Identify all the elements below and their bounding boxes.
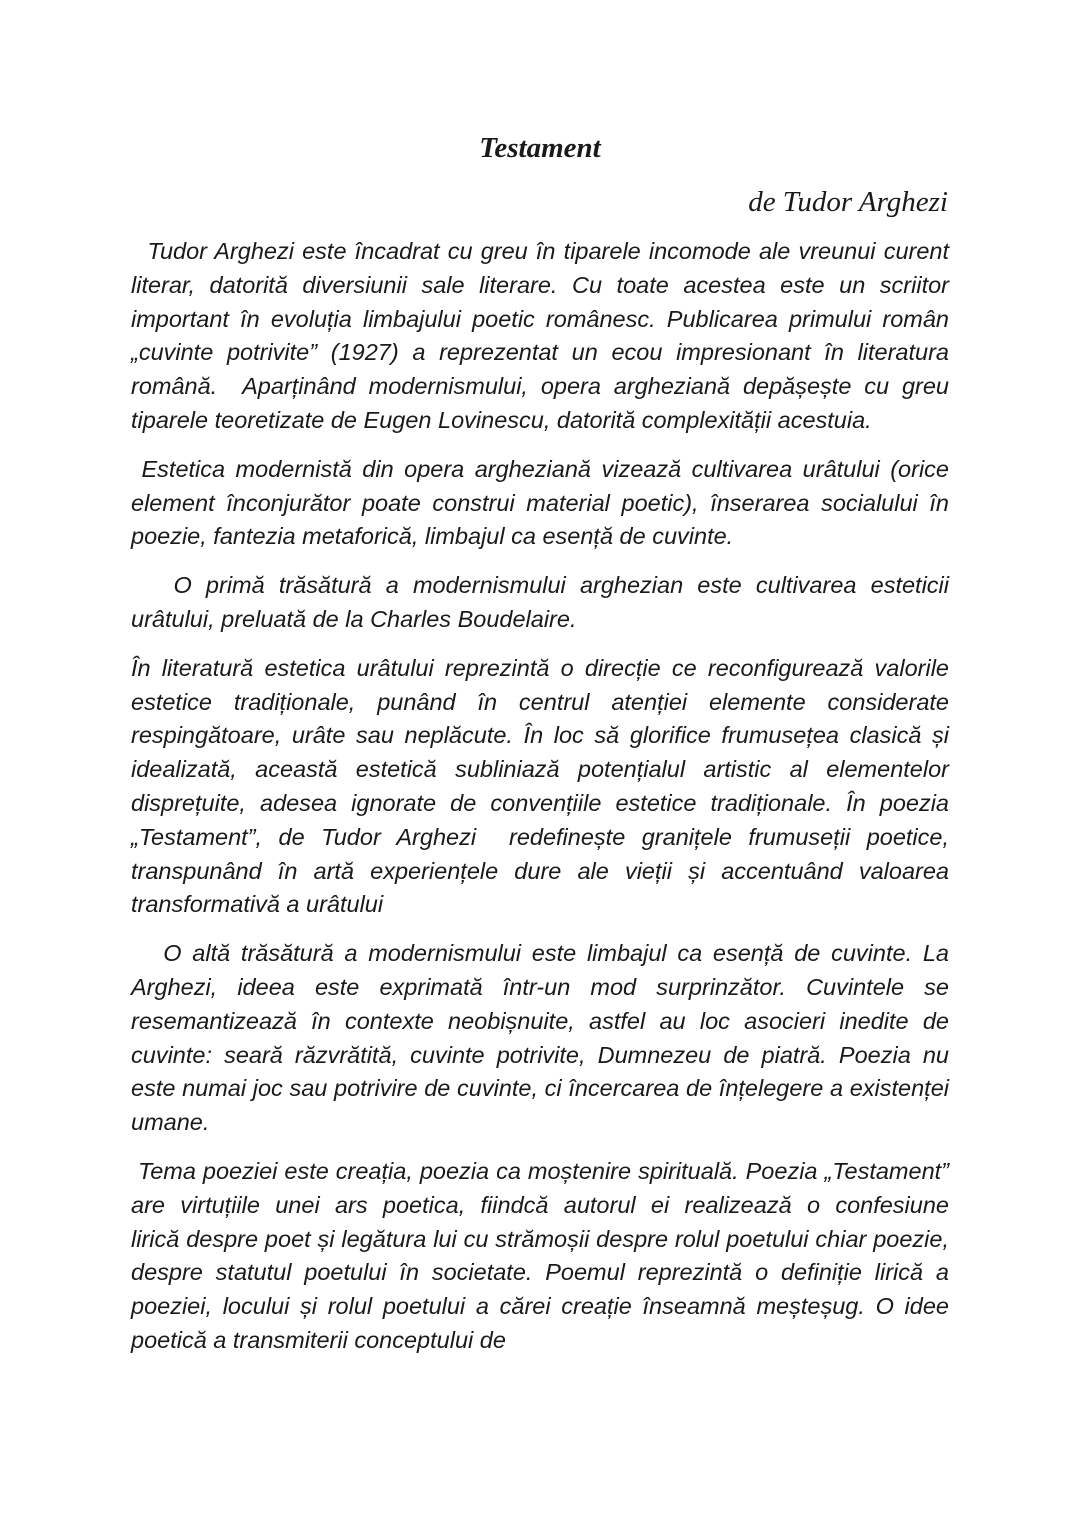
paragraph: O altă trăsătură a modernismului este limbajul ca esență de cuvinte. La Arghezi, ideea este exprimată într-un mod surprinzător. Cuvintele se resemantizează în contexte neobișnuite, astfel au loc asocieri inedite de cuvinte: seară răzvrătită, cuvinte potrivite, Dumnezeu de piatră. Poezia nu este numai joc sau potrivire de cuvinte, ci încercarea de înțelegere a existenței umane.: [131, 940, 956, 1136]
document-author: de Tudor Arghezi: [748, 186, 948, 218]
paragraph: O primă trăsătură a modernismului arghezian este cultivarea esteticii urâtului, preluată de la Charles Boudelaire.: [131, 572, 956, 632]
paragraph: Estetica modernistă din opera argheziană vizează cultivarea urâtului (orice element înconjurător poate construi material poetic), înserarea socialului în poezie, fantezia metaforică, limbajul ca esență de cuvinte.: [131, 455, 956, 550]
document-body: [131, 235, 1015, 1373]
paragraph: Tudor Arghezi este încadrat cu greu în tiparele incomode ale vreunui curent literar, datorită diversiunii sale literare. Cu toate acestea este un scriitor important în evoluția limbajului poetic românesc. Publicarea primului român „cuvinte potrivite” (1927) a reprezentat un ecou impresionant în literatura română. Aparținând modernismului, opera argheziană depășește cu greu tiparele teoretizate de Eugen Lovinescu, datorită complexității acestuia.: [131, 238, 956, 433]
document-title: Testament: [479, 132, 601, 164]
paragraph: Tema poeziei este creația, poezia ca moștenire spirituală. Poezia „Testament” are virtuțiile unei ars poetica, fiindcă autorul ei realizează o confesiune lirică despre poet și legătura lui cu strămoșii despre rolul poetului chiar poezie, despre statutul poetului în societate. Poemul reprezintă o definiție lirică a poeziei, locului și rolul poetului a cărei creație înseamnă meșteșug. O idee poetică a transmiterii conceptului de: [131, 1157, 1015, 1353]
paragraph: În literatură estetica urâtului reprezintă o direcție ce reconfigurează valorile estetice tradiționale, punând în centrul atenției elemente considerate respingătoare, urâte sau neplăcute. În loc să glorifice frumusețea clasică și idealizată, această estetică subliniază potențialul artistic al elementelor disprețuite, adesea ignorate de convențiile estetice tradiționale. În poezia „Testament”, de Tudor Arghezi redefinește granițele frumuseții poetice, transpunând în artă experiențele dure ale vieții și accentuând valoarea transformativă a urâtului: [131, 654, 956, 918]
